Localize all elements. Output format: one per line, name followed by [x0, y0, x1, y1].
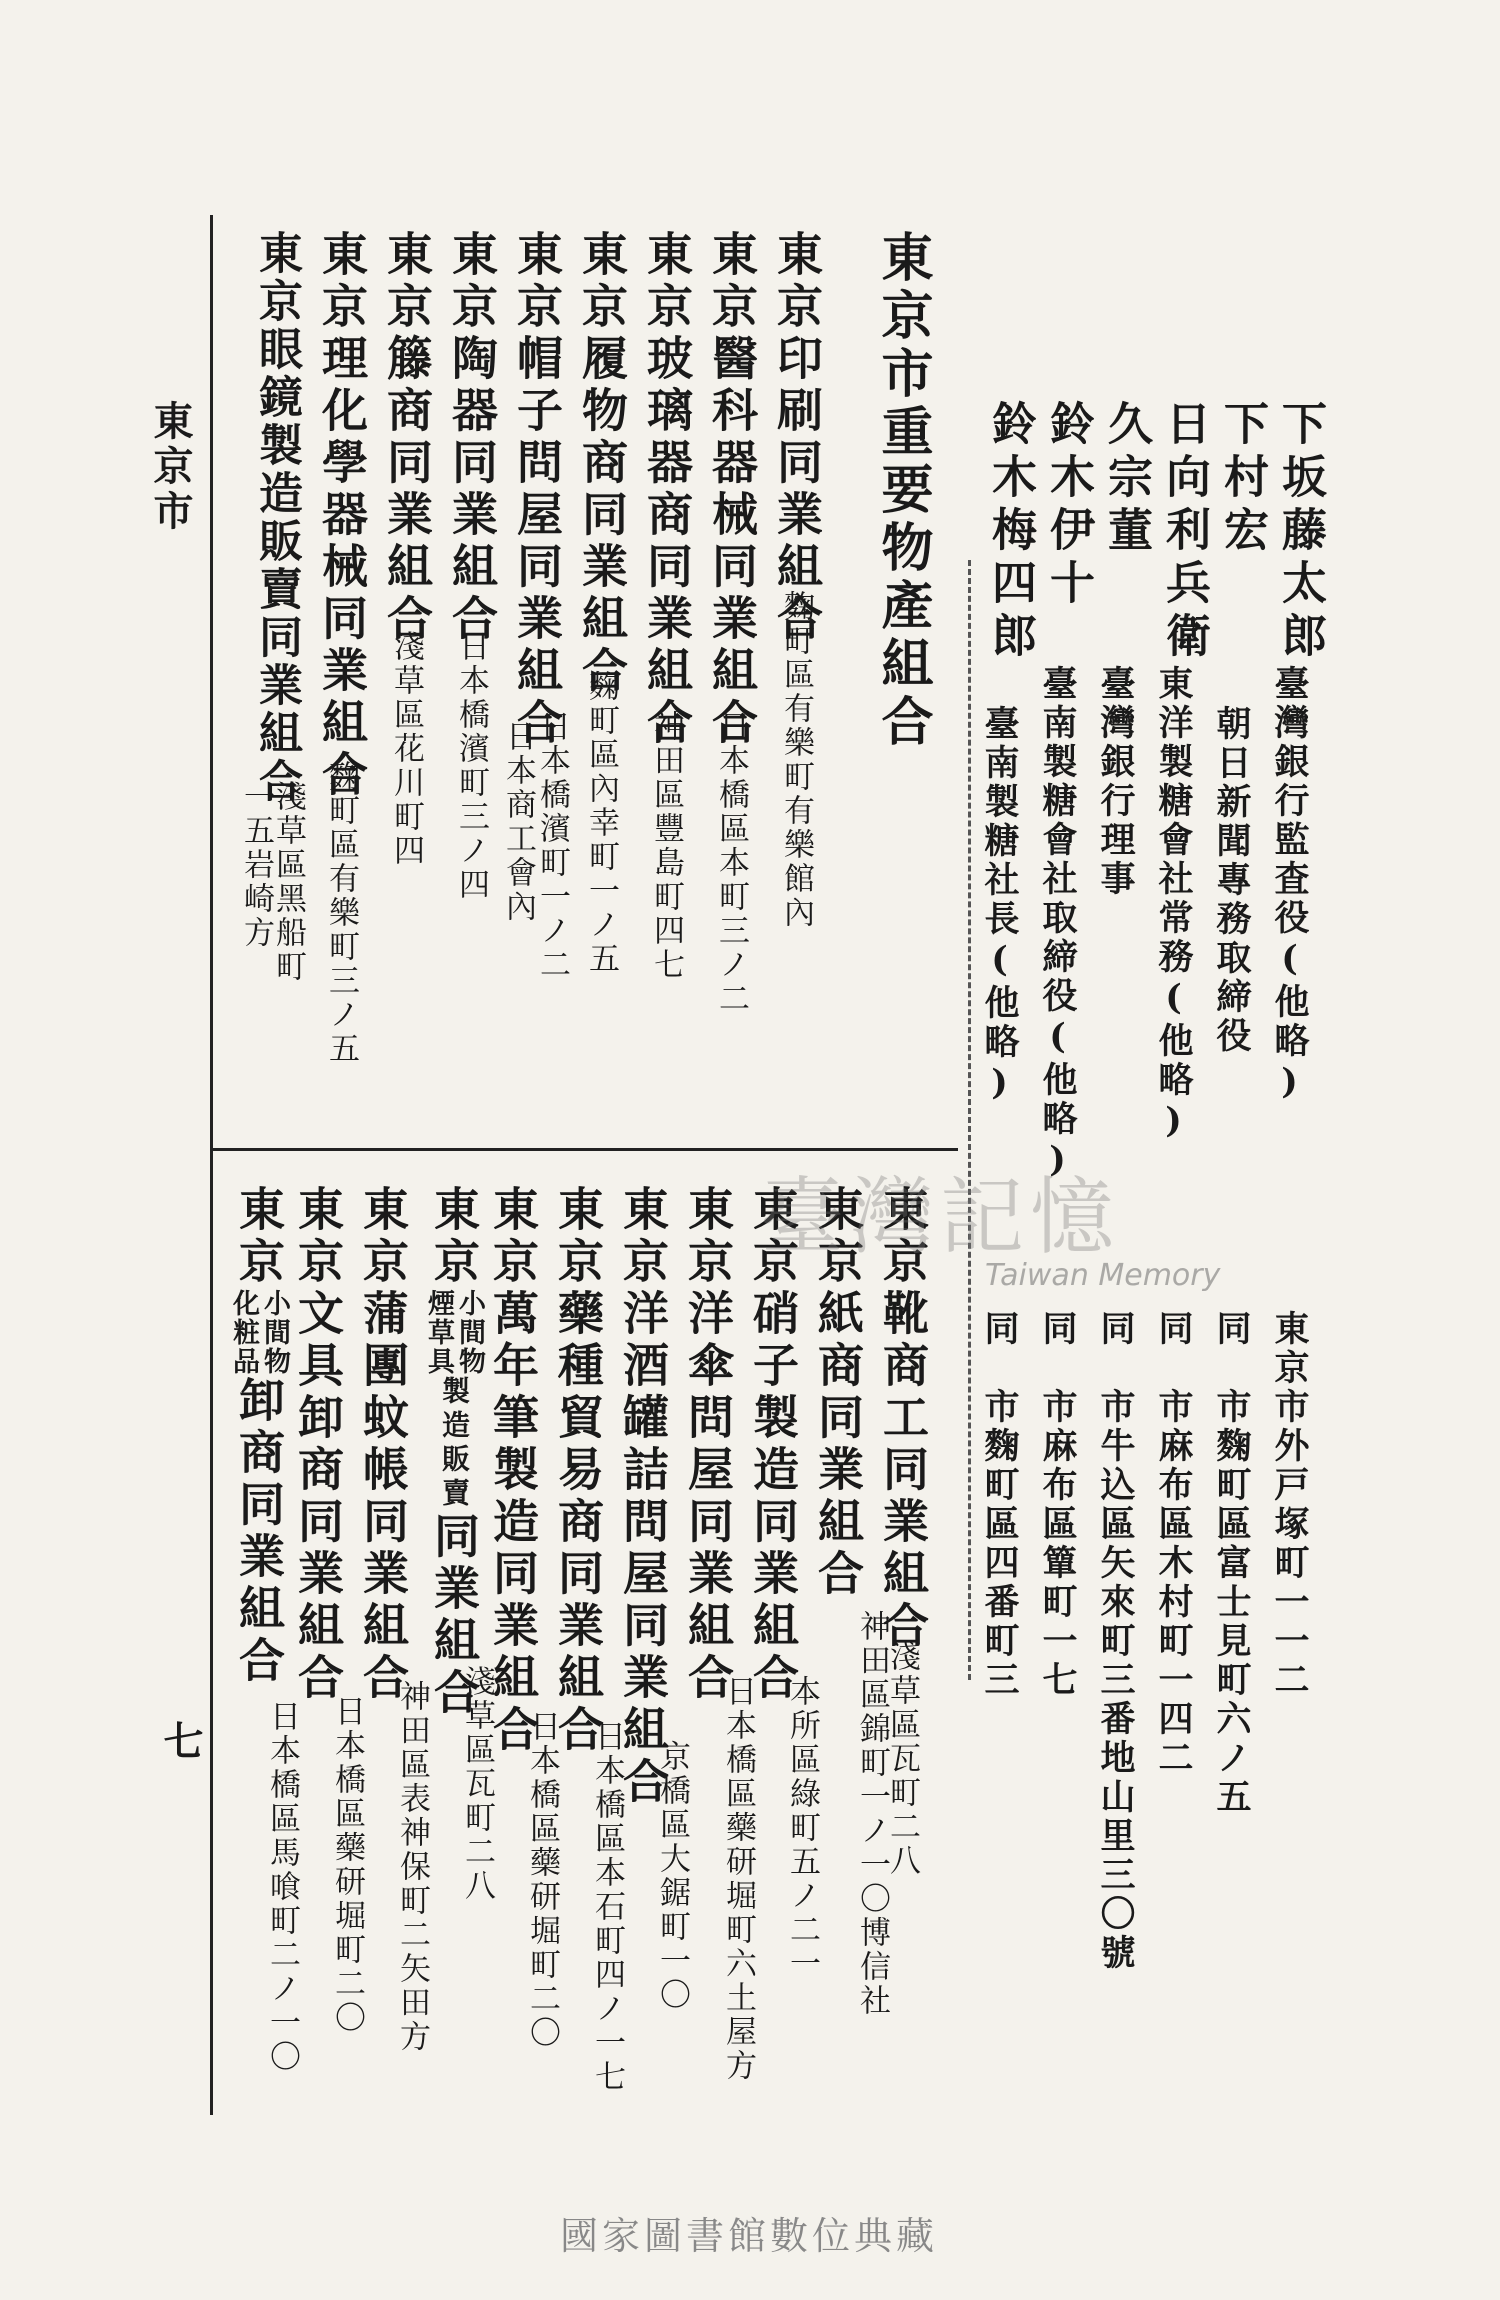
- guild-address: 日本橋區本石町四ノ一七: [589, 1720, 625, 2094]
- guild-address: 京橋區大鋸町一〇: [654, 1740, 690, 2012]
- guild-name-stack-line: 煙草具: [423, 1289, 454, 1376]
- person-address: 同 市麻布區簞町一七: [1037, 1310, 1078, 1700]
- person-address: 同 市牛込區矢來町三番地山里三〇號: [1095, 1310, 1136, 1973]
- footer-credit: 國家圖書館數位典藏: [560, 2214, 939, 2258]
- guild-address: 日本橋濱町一ノ二: [534, 710, 570, 982]
- guild-address: 神田區表神保町二矢田方: [394, 1680, 430, 2054]
- guild-name-stack: [230, 1289, 288, 1376]
- guild-name: 東京文具卸商同業組合: [291, 1185, 345, 1705]
- person-role: 臺灣銀行理事: [1095, 665, 1136, 899]
- person-address: 東京市外戸塚町一一二: [1269, 1310, 1310, 1700]
- guild-address: 麴町區有樂町有樂館內: [778, 590, 814, 930]
- person-role: 臺南製糖會社取締役(他略): [1037, 665, 1078, 1184]
- guild-address: 淺草區瓦町二八: [459, 1665, 495, 1903]
- guild-address: 淺草區花川町四: [388, 630, 424, 868]
- guild-name: 東京硝子製造同業組合: [746, 1185, 800, 1705]
- guild-address: 神田區豐島町四七: [648, 710, 684, 982]
- guild-name: 東京履物商同業組合: [575, 230, 629, 698]
- guild-name: 東京靴商工同業組合: [876, 1185, 930, 1653]
- person-role: 東洋製糖會社常務(他略): [1153, 665, 1194, 1145]
- person-name: 久宗董: [1100, 400, 1153, 559]
- guild-name: 東京紙商同業組合: [811, 1185, 865, 1601]
- person-name: 鈴木伊十: [1042, 400, 1095, 612]
- section-title: 東京市重要物產組合: [872, 230, 933, 752]
- guild-name-rest: 同業組合: [427, 1512, 481, 1720]
- watermark-logo: 臺灣記憶: [760, 1168, 1121, 1266]
- guild-name: 東京眼鏡製造販賣同業組合: [251, 230, 302, 806]
- guild-name: 東京籐商同業組合: [380, 230, 434, 646]
- running-head-title: 東京市: [147, 400, 194, 535]
- guild-name: 東京印刷同業組合: [770, 230, 824, 646]
- page-number: 七: [157, 1720, 204, 1760]
- person-address: 同 市麴町區四番町三: [979, 1310, 1020, 1700]
- guild-address: 日本橋區藥研堀町二〇: [329, 1695, 365, 2035]
- guild-name: 東京萬年筆製造同業組合: [486, 1185, 540, 1757]
- guild-name: 東京帽子問屋同業組合: [510, 230, 564, 750]
- guild-name: 東京醫科器械同業組合: [705, 230, 759, 750]
- person-address: 同 市麴町區富士見町六ノ五: [1211, 1310, 1252, 1817]
- guild-name-prefix: 東京: [232, 1185, 286, 1289]
- guild-name-prefix: 東京: [427, 1185, 481, 1289]
- guild-address: 麴町區內幸町一ノ五: [583, 670, 619, 976]
- person-name: 日向利兵衛: [1158, 400, 1211, 665]
- guild-name-compound: [230, 1185, 288, 1688]
- person-name: 下村宏: [1216, 400, 1269, 559]
- guild-name-stack: [425, 1289, 483, 1376]
- guild-address-2: 日本商工會內: [500, 720, 536, 924]
- guild-name-rest: 卸商同業組合: [232, 1376, 286, 1688]
- guild-address: 日本橋區藥研堀町二〇: [524, 1710, 560, 2050]
- guild-name: 東京理化學器械同業組合: [315, 230, 369, 802]
- guild-address: 神田區錦町一ノ一〇博信社: [854, 1610, 890, 2018]
- person-role: 臺南製糖社長(他略): [979, 705, 1020, 1107]
- guild-name-compound: [425, 1185, 483, 1720]
- frame-left-rule: [210, 215, 213, 2115]
- guild-name: 東京蒲團蚊帳同業組合: [356, 1185, 410, 1705]
- guild-name: 東京陶器同業組合: [445, 230, 499, 646]
- guild-address: 淺草區黑船町: [270, 780, 306, 984]
- guild-address: 日本橋濱町三ノ四: [453, 630, 489, 902]
- guild-name-stack-line: 小間物: [259, 1289, 290, 1376]
- guild-address: 麴町區有樂町三ノ五: [323, 760, 359, 1066]
- watermark-latin: Taiwan Memory: [985, 1258, 1221, 1293]
- guild-address: 日本橋區本町三ノ二: [713, 710, 749, 1016]
- guild-name: 東京洋酒罐詰問屋同業組合: [616, 1185, 670, 1809]
- guild-address: 日本橋區藥研堀町六土屋方: [720, 1675, 756, 2083]
- guild-name-stack-line: 化粧品: [228, 1289, 259, 1376]
- person-name: 鈴木梅四郎: [984, 400, 1037, 665]
- person-role: 臺灣銀行監査役(他略): [1269, 665, 1310, 1106]
- person-name: 下坂藤太郎: [1274, 400, 1327, 665]
- guild-address: 本所區綠町五ノ二一: [784, 1675, 820, 1981]
- people-divider: [968, 560, 971, 1680]
- person-address: 同 市麻布區木村町一四二: [1153, 1310, 1194, 1778]
- guild-address-2: 一五岩崎方: [238, 780, 274, 950]
- guild-name-stack-line: 小間物: [454, 1289, 485, 1376]
- guild-address: 淺草區瓦町二八: [884, 1640, 920, 1878]
- guild-name: 東京藥種貿易商同業組合: [551, 1185, 605, 1757]
- guild-name-mid: 製造販賣: [438, 1376, 471, 1512]
- guild-address: 日本橋區馬喰町二ノ一〇: [264, 1700, 300, 2074]
- guild-name: 東京玻璃器商同業組合: [640, 230, 694, 750]
- guild-name: 東京洋傘問屋同業組合: [681, 1185, 735, 1705]
- person-role: 朝日新聞專務取締役: [1211, 705, 1252, 1056]
